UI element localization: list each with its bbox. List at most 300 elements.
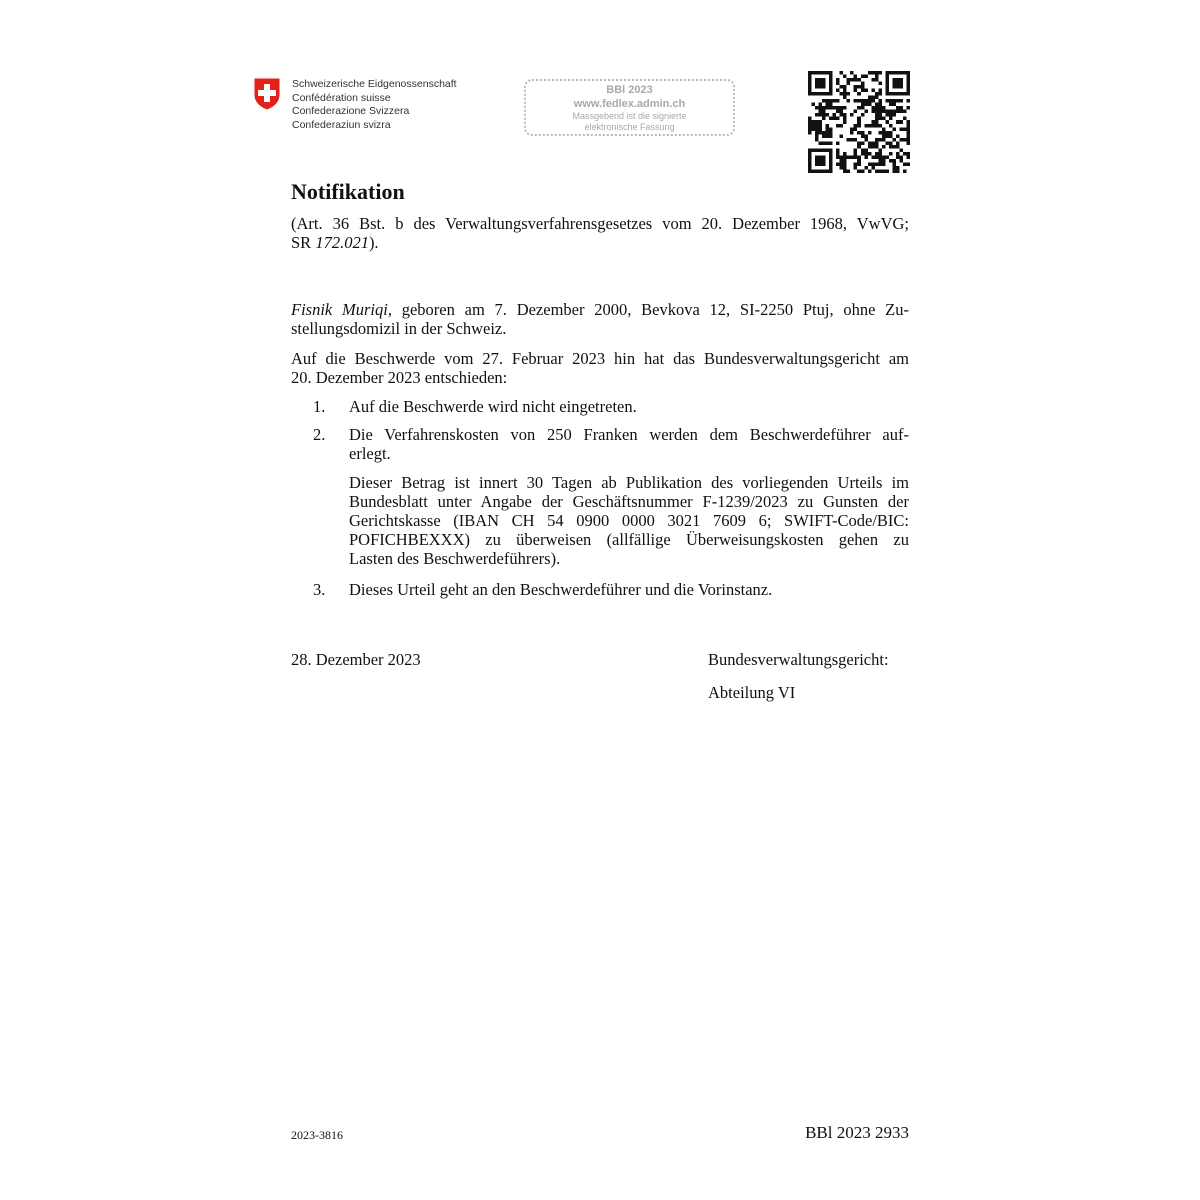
qr-module	[875, 145, 879, 149]
qr-module	[808, 155, 812, 159]
qr-module	[822, 78, 826, 82]
qr-module	[822, 134, 826, 138]
qr-module	[861, 75, 865, 79]
qr-module	[808, 71, 812, 75]
qr-module	[906, 120, 910, 124]
qr-module	[819, 159, 823, 163]
sr-number: 172.021	[315, 233, 369, 252]
qr-module	[903, 71, 907, 75]
qr-module	[857, 124, 861, 128]
qr-module	[857, 162, 861, 166]
addressee-details: , geboren am 7. Dezember 2000, Bevkova 12, SI-2250 Ptuj, ohne Zu-	[387, 300, 909, 319]
qr-module	[819, 131, 823, 135]
qr-module	[826, 134, 830, 138]
qr-module	[882, 155, 886, 159]
qr-module	[822, 117, 826, 121]
qr-module	[822, 159, 826, 163]
qr-module	[903, 110, 907, 114]
qr-module	[854, 110, 858, 114]
qr-module	[808, 162, 812, 166]
qr-module	[864, 99, 868, 103]
qr-module	[885, 113, 889, 117]
qr-module	[889, 92, 893, 96]
qr-module	[826, 169, 830, 173]
qr-module	[822, 106, 826, 110]
item-text-line2: erlegt.	[349, 444, 391, 463]
qr-module	[829, 162, 833, 166]
qr-module	[854, 78, 858, 82]
qr-module	[826, 131, 830, 135]
qr-module	[875, 152, 879, 156]
qr-module	[882, 106, 886, 110]
qr-module	[892, 71, 896, 75]
qr-module	[875, 75, 879, 79]
qr-module	[840, 124, 844, 128]
qr-module	[875, 155, 879, 159]
qr-module	[843, 169, 847, 173]
qr-module	[840, 92, 844, 96]
qr-module	[896, 145, 900, 149]
qr-module	[815, 78, 819, 82]
qr-module	[850, 71, 854, 75]
qr-module	[808, 120, 812, 124]
qr-module	[843, 162, 847, 166]
qr-module	[875, 141, 879, 145]
qr-module	[889, 99, 893, 103]
qr-module	[850, 127, 854, 131]
qr-module	[906, 92, 910, 96]
qr-module	[815, 138, 819, 142]
qr-module	[892, 78, 896, 82]
qr-module	[819, 110, 823, 114]
qr-module	[871, 145, 875, 149]
qr-module	[836, 82, 840, 86]
qr-module	[875, 106, 879, 110]
qr-module	[857, 141, 861, 145]
qr-module	[868, 162, 872, 166]
qr-module	[889, 145, 893, 149]
qr-module	[812, 71, 816, 75]
qr-module	[822, 155, 826, 159]
qr-module	[819, 103, 823, 107]
confederation-name-fr: Confédération suisse	[292, 91, 391, 104]
qr-module	[843, 155, 847, 159]
qr-module	[854, 138, 858, 142]
qr-module	[836, 110, 840, 114]
qr-module	[815, 82, 819, 86]
qr-module	[864, 124, 868, 128]
qr-module	[808, 152, 812, 156]
qr-module	[861, 85, 865, 89]
qr-module	[847, 169, 851, 173]
qr-module	[885, 141, 889, 145]
qr-module	[896, 120, 900, 124]
qr-module	[878, 131, 882, 135]
item-text-line1: Die Verfahrenskosten von 250 Franken werden dem Beschwerdeführer auf-	[349, 425, 909, 444]
qr-module	[885, 89, 889, 93]
swiss-coat-of-arms-icon	[253, 77, 281, 111]
qr-module	[906, 99, 910, 103]
qr-module	[878, 99, 882, 103]
qr-module	[815, 131, 819, 135]
qr-module	[899, 92, 903, 96]
qr-module	[875, 110, 879, 114]
confederation-name-de: Schweizerische Eidgenossenschaft	[292, 78, 457, 90]
qr-module	[878, 169, 882, 173]
legal-basis-line1: (Art. 36 Bst. b des Verwaltungsverfahrensgesetzes vom 20. Dezember 1968, VwVG;	[291, 214, 909, 233]
qr-module	[836, 106, 840, 110]
qr-module	[892, 103, 896, 107]
qr-module	[864, 152, 868, 156]
qr-module	[819, 85, 823, 89]
qr-module	[822, 162, 826, 166]
qr-module	[882, 134, 886, 138]
qr-module	[875, 169, 879, 173]
qr-module	[829, 141, 833, 145]
qr-module	[815, 106, 819, 110]
qr-module	[829, 85, 833, 89]
qr-module	[826, 99, 830, 103]
qr-module	[896, 85, 900, 89]
qr-module	[885, 75, 889, 79]
stamp-gazette: BBl 2023	[606, 84, 653, 96]
qr-module	[833, 117, 837, 121]
qr-module	[829, 92, 833, 96]
qr-module	[840, 134, 844, 138]
qr-module	[843, 152, 847, 156]
qr-module	[871, 162, 875, 166]
qr-module	[854, 155, 858, 159]
qr-module	[896, 110, 900, 114]
qr-module	[892, 162, 896, 166]
sr-suffix: ).	[368, 233, 379, 252]
qr-module	[819, 71, 823, 75]
qr-module	[822, 92, 826, 96]
qr-module	[899, 159, 903, 163]
qr-module	[899, 148, 903, 152]
qr-module	[829, 106, 833, 110]
document-id: 2023-3816	[291, 1128, 343, 1142]
qr-module	[815, 85, 819, 89]
qr-module	[857, 99, 861, 103]
qr-module	[868, 141, 872, 145]
qr-module	[899, 138, 903, 142]
qr-module	[836, 148, 840, 152]
qr-module	[875, 96, 879, 100]
qr-module	[826, 141, 830, 145]
qr-module	[815, 162, 819, 166]
qr-module	[868, 131, 872, 135]
qr-module	[906, 138, 910, 142]
decision-date: 28. Dezember 2023	[291, 650, 421, 669]
qr-module	[903, 117, 907, 121]
qr-module	[836, 78, 840, 82]
qr-module	[882, 169, 886, 173]
qr-module	[850, 131, 854, 135]
payment-line3: Gerichtskasse (IBAN CH 54 0900 0000 3021 7609 6; SWIFT-Code/BIC:	[349, 511, 909, 530]
qr-module	[864, 110, 868, 114]
qr-module	[836, 152, 840, 156]
qr-module	[836, 117, 840, 121]
qr-module	[885, 134, 889, 138]
addressee-line2: stellungsdomizil in der Schweiz.	[291, 319, 507, 338]
qr-module	[840, 71, 844, 75]
addressee-paragraph	[291, 300, 909, 338]
qr-module	[889, 124, 893, 128]
qr-module	[808, 148, 812, 152]
addressee-line1	[291, 300, 909, 319]
qr-module	[885, 85, 889, 89]
qr-module	[896, 134, 900, 138]
qr-module	[843, 120, 847, 124]
qr-module	[808, 89, 812, 93]
qr-module	[857, 78, 861, 82]
qr-module	[906, 134, 910, 138]
qr-module	[829, 71, 833, 75]
qr-module	[822, 85, 826, 89]
qr-module	[885, 78, 889, 82]
qr-module	[885, 82, 889, 86]
qr-module	[822, 169, 826, 173]
qr-module	[861, 169, 865, 173]
qr-module	[829, 75, 833, 79]
qr-module	[843, 89, 847, 93]
qr-module	[878, 117, 882, 121]
qr-module	[878, 152, 882, 156]
qr-module	[882, 117, 886, 121]
qr-module	[864, 138, 868, 142]
qr-module	[815, 134, 819, 138]
qr-module	[878, 103, 882, 107]
qr-module	[829, 155, 833, 159]
qr-module	[826, 124, 830, 128]
qr-module	[896, 169, 900, 173]
qr-module	[889, 131, 893, 135]
qr-module	[861, 103, 865, 107]
qr-module	[857, 120, 861, 124]
publication-stamp	[524, 79, 735, 136]
qr-module	[882, 145, 886, 149]
legal-basis	[291, 214, 909, 252]
qr-module	[896, 155, 900, 159]
qr-module	[843, 166, 847, 170]
qr-module	[819, 155, 823, 159]
qr-module	[889, 134, 893, 138]
qr-module	[815, 159, 819, 163]
qr-module	[896, 78, 900, 82]
list-item	[349, 397, 909, 416]
qr-module	[836, 141, 840, 145]
page-title: Notifikation	[291, 179, 405, 204]
qr-module	[847, 138, 851, 142]
payment-line4: POFICHBEXXX) zu überweisen (allfällige Überweisungskosten gehen zu	[349, 530, 909, 549]
qr-module	[812, 127, 816, 131]
qr-module	[840, 85, 844, 89]
qr-module	[861, 152, 865, 156]
qr-module	[819, 92, 823, 96]
item-number: 3.	[313, 580, 326, 599]
qr-module	[822, 113, 826, 117]
qr-module	[889, 113, 893, 117]
confederation-name-it: Confederazione Svizzera	[292, 105, 410, 117]
qr-module	[843, 75, 847, 79]
qr-module	[868, 99, 872, 103]
qr-module	[868, 169, 872, 173]
qr-module	[906, 71, 910, 75]
qr-module	[857, 155, 861, 159]
qr-module	[889, 141, 893, 145]
qr-module	[885, 71, 889, 75]
qr-module	[892, 127, 896, 131]
qr-module	[808, 131, 812, 135]
qr-module	[892, 82, 896, 86]
qr-module	[808, 82, 812, 86]
qr-module	[808, 75, 812, 79]
decision-intro-line1: Auf die Beschwerde vom 27. Februar 2023 hin hat das Bundesverwaltungsgericht am	[291, 349, 909, 368]
qr-module	[868, 124, 872, 128]
qr-module	[854, 148, 858, 152]
qr-module	[906, 152, 910, 156]
qr-module	[875, 71, 879, 75]
qr-module	[819, 120, 823, 124]
qr-module	[829, 127, 833, 131]
qr-module	[843, 106, 847, 110]
qr-module	[868, 152, 872, 156]
qr-module	[871, 155, 875, 159]
qr-module	[882, 110, 886, 114]
qr-module	[906, 131, 910, 135]
decision-intro	[291, 349, 909, 387]
qr-module	[903, 152, 907, 156]
qr-module	[868, 71, 872, 75]
qr-module	[878, 82, 882, 86]
qr-module	[850, 78, 854, 82]
qr-module	[899, 155, 903, 159]
qr-module	[833, 106, 837, 110]
qr-module	[854, 162, 858, 166]
qr-module	[812, 120, 816, 124]
qr-module	[875, 92, 879, 96]
qr-module	[864, 134, 868, 138]
qr-module	[906, 89, 910, 93]
qr-module	[868, 96, 872, 100]
qr-module	[871, 166, 875, 170]
qr-module	[871, 96, 875, 100]
qr-module	[815, 127, 819, 131]
payment-line5: Lasten des Beschwerdeführers).	[349, 549, 561, 568]
qr-module	[861, 106, 865, 110]
qr-module	[829, 169, 833, 173]
payment-line2: Bundesblatt unter Angabe der Geschäftsnummer F-1239/2023 zu Gunsten der	[349, 492, 909, 511]
item-text: Auf die Beschwerde wird nicht eingetreten.	[349, 397, 637, 416]
qr-module	[854, 166, 858, 170]
qr-module	[829, 103, 833, 107]
qr-module	[808, 85, 812, 89]
qr-module	[843, 117, 847, 121]
qr-module	[878, 71, 882, 75]
qr-module	[892, 110, 896, 114]
qr-module	[826, 113, 830, 117]
qr-module	[896, 92, 900, 96]
qr-module	[906, 106, 910, 110]
qr-module	[875, 120, 879, 124]
qr-module	[885, 155, 889, 159]
qr-module	[829, 148, 833, 152]
qr-module	[815, 169, 819, 173]
stamp-note-line2: elektronische Fassung	[584, 122, 675, 132]
qr-module	[899, 71, 903, 75]
qr-module	[840, 155, 844, 159]
qr-module	[840, 110, 844, 114]
qr-module	[843, 113, 847, 117]
qr-module	[829, 152, 833, 156]
qr-module	[840, 106, 844, 110]
confederation-name-rm: Confederaziun svizra	[292, 118, 391, 131]
qr-module	[906, 141, 910, 145]
qr-module	[864, 103, 868, 107]
qr-module	[808, 159, 812, 163]
list-item	[349, 425, 909, 463]
qr-module	[861, 134, 865, 138]
qr-module	[826, 148, 830, 152]
addressee-name: Fisnik Muriqi	[291, 300, 388, 319]
qr-module	[808, 166, 812, 170]
qr-module	[826, 71, 830, 75]
qr-module	[822, 82, 826, 86]
qr-module	[889, 159, 893, 163]
qr-module	[854, 152, 858, 156]
qr-module	[819, 82, 823, 86]
qr-module	[899, 127, 903, 131]
qr-module	[892, 138, 896, 142]
qr-module	[878, 89, 882, 93]
qr-module	[829, 159, 833, 163]
qr-module	[864, 148, 868, 152]
qr-module	[896, 141, 900, 145]
qr-module	[861, 113, 865, 117]
qr-module	[861, 131, 865, 135]
qr-module	[896, 99, 900, 103]
qr-module	[826, 103, 830, 107]
qr-module	[889, 110, 893, 114]
qr-module	[819, 141, 823, 145]
qr-module	[906, 85, 910, 89]
qr-module	[819, 169, 823, 173]
qr-module	[906, 82, 910, 86]
qr-module	[878, 113, 882, 117]
qr-module	[850, 113, 854, 117]
qr-module	[885, 99, 889, 103]
qr-module	[878, 162, 882, 166]
qr-module	[889, 71, 893, 75]
qr-module	[857, 92, 861, 96]
issuing-authority: Bundesverwaltungsgericht:	[708, 650, 889, 669]
qr-module	[871, 99, 875, 103]
qr-module	[878, 124, 882, 128]
item-text: Dieses Urteil geht an den Beschwerdeführer und die Vorinstanz.	[349, 580, 773, 599]
qr-module	[808, 169, 812, 173]
qr-module	[906, 78, 910, 82]
qr-module	[875, 138, 879, 142]
qr-module	[808, 92, 812, 96]
qr-module	[857, 159, 861, 163]
qr-module	[896, 166, 900, 170]
qr-module	[812, 92, 816, 96]
qr-module	[875, 78, 879, 82]
qr-module	[906, 75, 910, 79]
qr-module	[829, 166, 833, 170]
qr-module	[854, 124, 858, 128]
